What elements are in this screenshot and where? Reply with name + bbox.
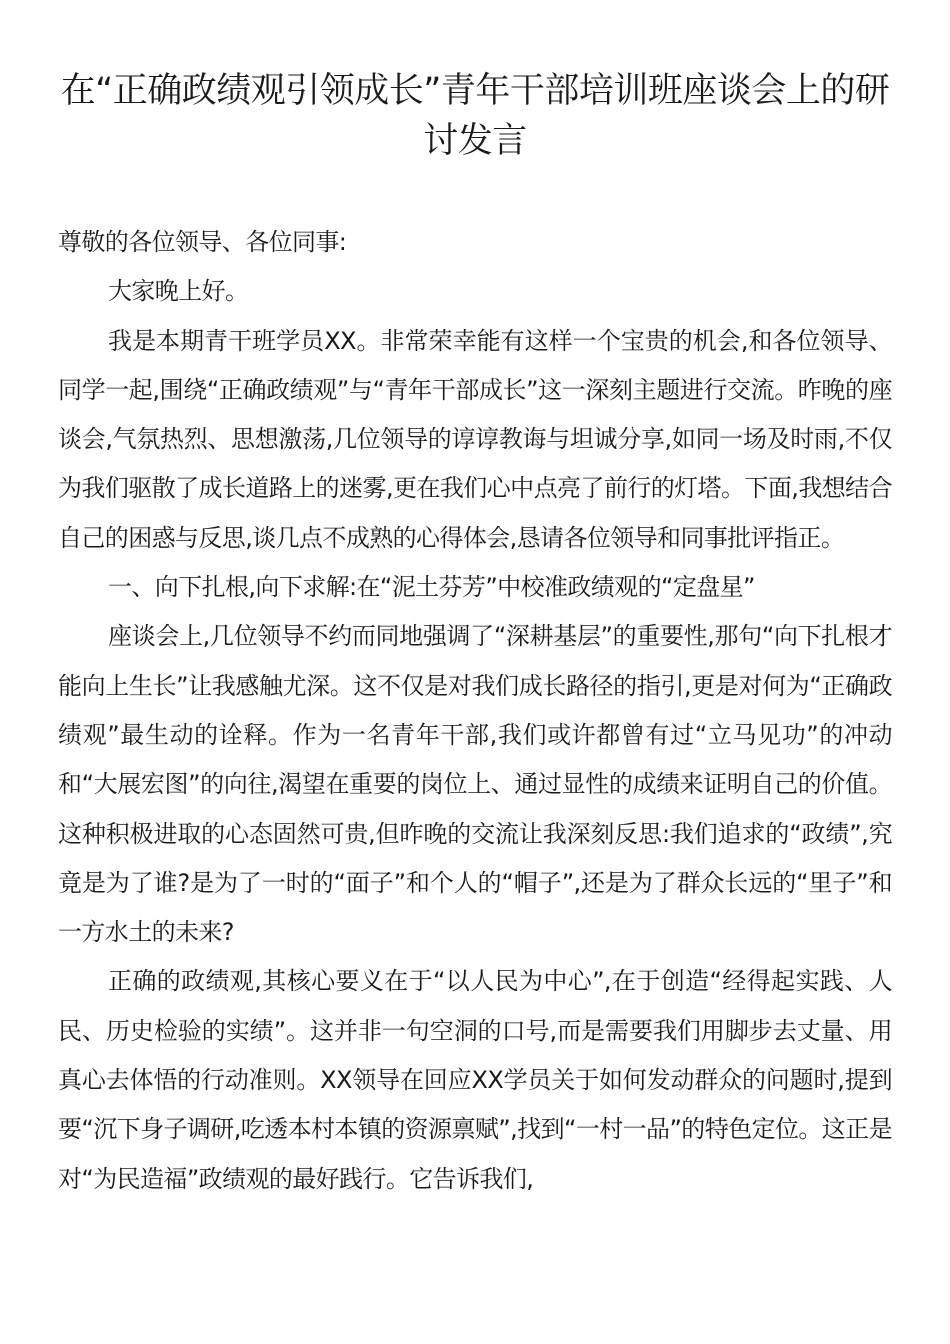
section-heading-1: 一、向下扎根,向下求解:在“泥土芬芳”中校准政绩观的“定盘星” bbox=[108, 573, 755, 602]
document-title: 在“正确政绩观引领成长”青年干部培训班座谈会上的研讨发言 bbox=[60, 71, 890, 161]
paragraph-section-1-b: 正确的政绩观,其核心要义在于“以人民为中心”,在于创造“经得起实践、人民、历史检验的实绩”。这并非一句空洞的口号,而是需要我们用脚步去丈量、用真心去体悟的行动准则。XX领导在回应XX学员关于如何发动群众的问题时,提到要“沉下身子调研,吃透本村本镇的资源禀赋”,找到“一村一品”的特色定位。这正是对“为民造福”政绩观的最好践行。它告诉我们, bbox=[58, 967, 892, 1193]
paragraph-greeting: 大家晚上好。 bbox=[108, 277, 249, 306]
salutation: 尊敬的各位领导、各位同事: bbox=[58, 228, 347, 256]
paragraph-section-1-a: 座谈会上,几位领导不约而同地强调了“深耕基层”的重要性,那句“向下扎根才能向上生长”让我感触尤深。这不仅是对我们成长路径的指引,更是对何为“正确政绩观”最生动的诠释。作为一名青年干部,我们或许都曾有过“立马见功”的冲动和“大展宏图”的向往,渴望在重要的岗位上、通过显性的成绩来证明自己的价值。这种积极进取的心态固然可贵,但昨晚的交流让我深刻反思:我们追求的“政绩”,究竟是为了谁?是为了一时的“面子”和个人的“帽子”,还是为了群众长远的“里子”和一方水土的未来? bbox=[58, 622, 892, 947]
document-body bbox=[58, 218, 892, 1204]
paragraph-introduction: 我是本期青干班学员XX。非常荣幸能有这样一个宝贵的机会,和各位领导、同学一起,围绕“正确政绩观”与“青年干部成长”这一深刻主题进行交流。昨晚的座谈会,气氛热烈、思想激荡,几位领导的谆谆教诲与坦诚分享,如同一场及时雨,不仅为我们驱散了成长道路上的迷雾,更在我们心中点亮了前行的灯塔。下面,我想结合自己的困惑与反思,谈几点不成熟的心得体会,恳请各位领导和同事批评指正。 bbox=[58, 326, 892, 552]
